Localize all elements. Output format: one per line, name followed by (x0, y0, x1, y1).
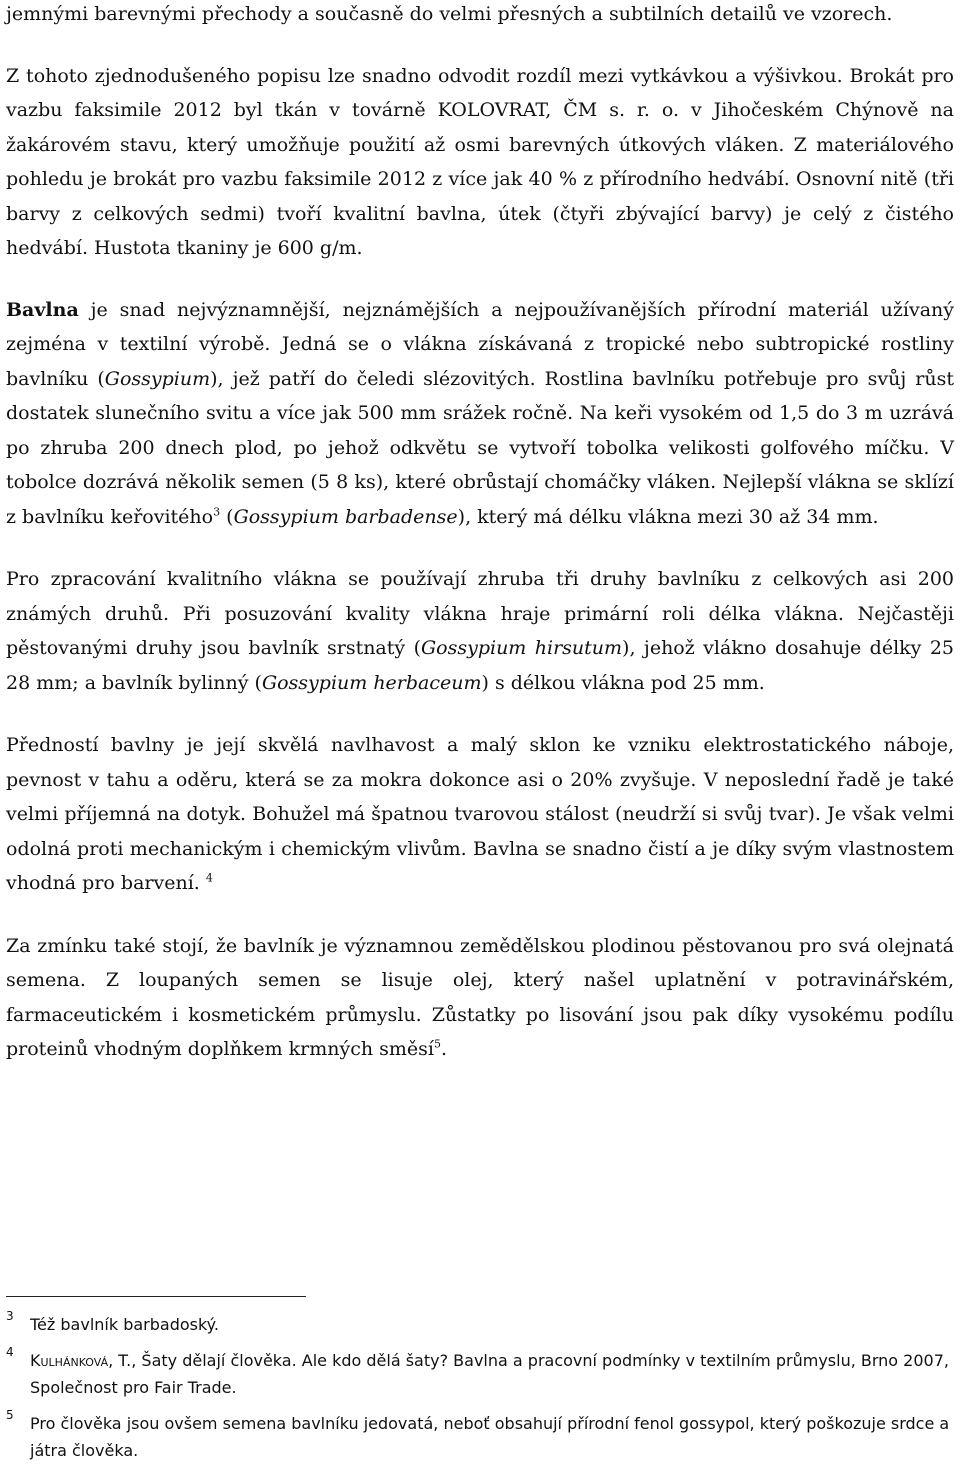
footnotes (6, 1296, 954, 1473)
latin-name: Gossypium barbadense (233, 505, 458, 528)
paragraph-4 (6, 562, 954, 700)
paragraph-text: je snad nejvýznamnější, nejznámějších a nejpoužívanějších přírodní materiál užívaný zejména v textilní výrobě. Jedná se o vlákna získávaná z tropické nebo subtropické rostliny bavlníku ( (6, 298, 954, 390)
paragraph-6 (6, 929, 954, 1067)
bold-term: Bavlna (6, 298, 79, 321)
document-body (6, 0, 954, 1067)
paragraph-text: . (440, 1038, 448, 1060)
paragraph-text: ), který má délku vlákna mezi 30 až 34 mm. (457, 505, 879, 528)
paragraph-text: ( (220, 505, 234, 528)
footnote-ref-5[interactable]: 5 (433, 1037, 441, 1051)
paragraph-text: Pro zpracování kvalitního vlákna se používají zhruba tři druhy bavlníku z celkových asi 200 známých druhů. Při posuzování kvality vlákna hraje primární roli délka vlákna. Nejčastěji pěstovanými druhy jsou bavlník srstnatý ( (6, 568, 954, 659)
paragraph-text: Předností bavlny je její skvělá navlhavost a malý sklon ke vzniku elektrostatického náboje, pevnost v tahu a oděru, která se za mokra dokonce asi o 20% zvyšuje. V neposlední řadě je také velmi příjemná na dotyk. Bohužel má špatnou tvarovou stálost (neudrží si svůj tvar). Je však velmi odolná proti mechanickým i chemickým vlivům. Bavlna se snadno čistí a je díky svým vlastnostem vhodná pro barvení. (6, 734, 954, 894)
footnote-number: 4 (6, 1345, 14, 1359)
paragraph-text: jemnými barevnými přechody a současně do velmi přesných a subtilních detailů ve vzorech. (6, 3, 893, 25)
paragraph-text: ) s délkou vlákna pod 25 mm. (481, 671, 765, 694)
latin-name: Gossypium hirsutum (420, 637, 623, 659)
paragraph-text: Z tohoto zjednodušeného popisu lze snadno odvodit rozdíl mezi vytkávkou a výšivkou. Brokát pro vazbu faksimile 2012 byl tkán v továrně KOLOVRAT, ČM s. r. o. v Jihočeském Chýnově na žakárovém stavu, který umožňuje použití až osmi barevných útkových vláken. Z materiálového pohledu je brokát pro vazbu faksimile 2012 z více jak 40 % z přírodního hedvábí. Osnovní nitě (tři barvy z celkových sedmi) tvoří kvalitní bavlna, útek (čtyři zbývající barvy) je celý z čistého hedvábí. Hustota tkaniny je 600 g/m. (6, 64, 954, 259)
footnote-5 (6, 1410, 954, 1464)
footnote-number: 3 (6, 1309, 14, 1323)
footnote-text: , T., Šaty dělají člověka. Ale kdo dělá šaty? Bavlna a pracovní podmínky v textilním průmyslu, Brno 2007, Společnost pro Fair Trade. (30, 1351, 949, 1397)
latin-name: Gossypium herbaceum (261, 671, 482, 694)
footnote-ref-3[interactable]: 3 (213, 505, 221, 519)
footnote-text: Pro člověka jsou ovšem semena bavlníku jedovatá, neboť obsahují přírodní fenol gossypol, který poškozuje srdce a játra člověka. (30, 1414, 950, 1460)
footnote-text: Též bavlník barbadoský. (30, 1315, 219, 1334)
paragraph-5 (6, 728, 954, 901)
footnote-divider (6, 1296, 306, 1297)
paragraph-text: ), jehož vlákno dosahuje délky 25 28 mm; a bavlník bylinný ( (6, 637, 955, 694)
paragraph-text: Za zmínku také stojí, že bavlník je významnou zemědělskou plodinou pěstovanou pro svá olejnatá semena. Z loupaných semen se lisuje olej, který našel uplatnění v potravinářském, farmaceutickém i kosmetickém průmyslu. Zůstatky po lisování jsou pak díky vysokému podílu proteinů vhodným doplňkem krmných směsí (6, 934, 954, 1060)
paragraph-2 (6, 59, 954, 266)
footnote-number: 5 (6, 1408, 14, 1422)
paragraph-3 (6, 293, 954, 535)
footnote-ref-4[interactable]: 4 (205, 871, 213, 885)
paragraph-1 (6, 0, 954, 32)
footnote-4 (6, 1347, 954, 1401)
latin-name: Gossypium (104, 367, 211, 390)
paragraph-text: ), jež patří do čeledi slézovitých. Rostlina bavlníku potřebuje pro svůj růst dostatek slunečního svitu a více jak 500 mm srážek ročně. Na keři vysokém od 1,5 do 3 m uzrává po zhruba 200 dnech plod, po jehož odkvětu se vytvoří tobolka velikosti golfového míčku. V tobolce dozrává několik semen (5 8 ks), které obrůstají chomáčky vláken. Nejlepší vlákna se sklízí z bavlníku keřovitého (6, 367, 954, 528)
footnote-3 (6, 1311, 954, 1338)
footnote-author: Kulhánková (30, 1351, 109, 1370)
